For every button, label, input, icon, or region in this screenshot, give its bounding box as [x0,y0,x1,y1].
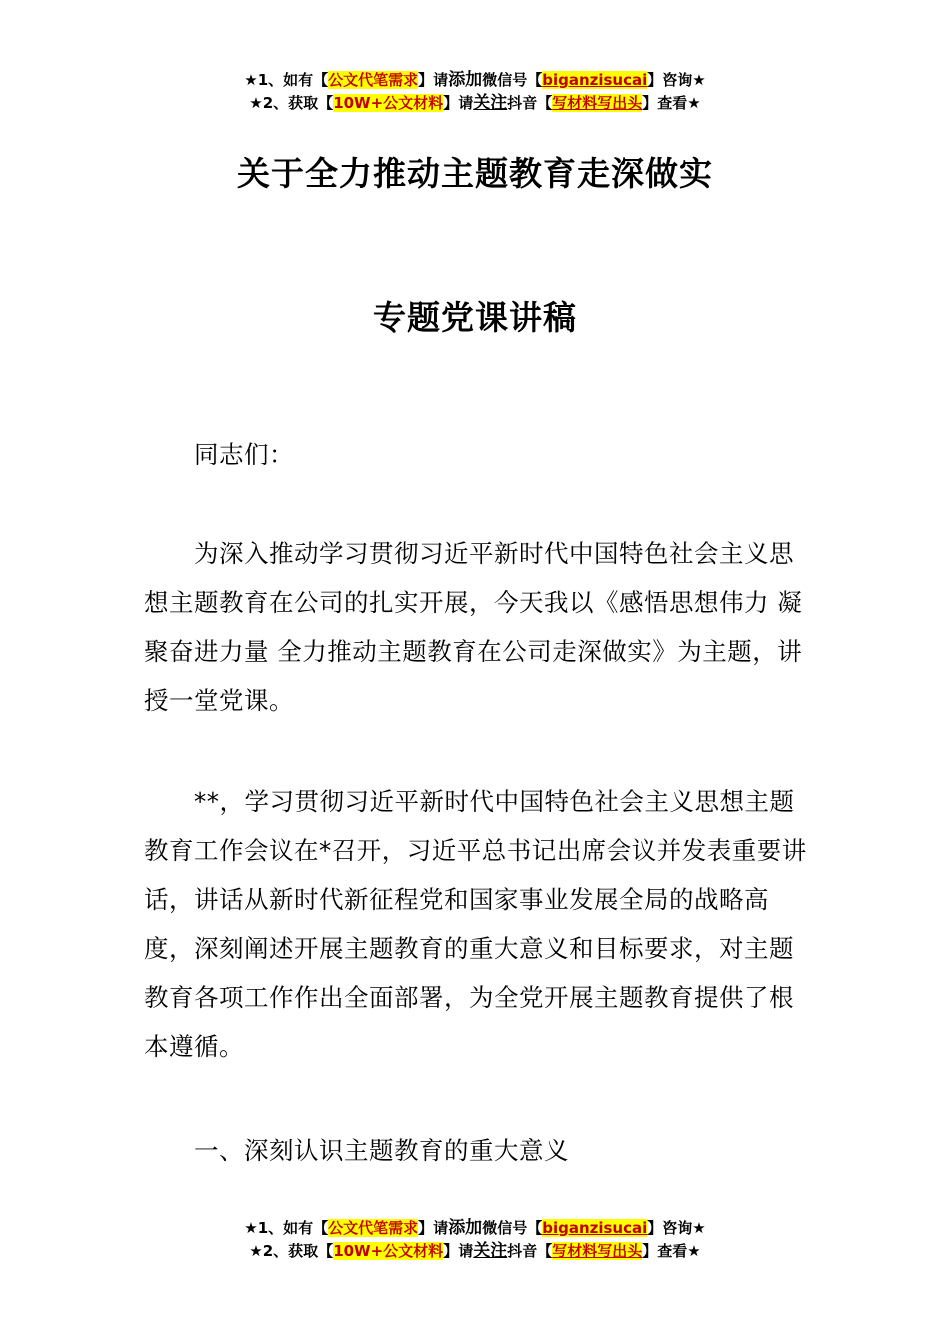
banner-text: 】请 [418,71,449,89]
banner-text: 抖音【 [507,94,553,112]
document-title-line-1: 关于全力推动主题教育走深做实 [237,154,713,193]
banner-text: 】请 [418,1219,449,1237]
banner-line-2 [0,92,950,115]
banner-text: 】咨询★ [647,1219,706,1237]
banner-text: 抖音【 [507,1242,553,1260]
salutation: 同志们： [194,440,294,469]
banner-line-2 [0,1240,950,1263]
banner-text: 】咨询★ [647,71,706,89]
banner-text: 】请 [443,94,474,112]
banner-text: 微信号【 [482,71,543,89]
follow-emphasis: 关注 [473,93,508,113]
paragraph-1: 为深入推动学习贯彻习近平新时代中国特色社会主义思想主题教育在公司的扎实开展，今天我以《感悟思想伟力 凝聚奋进力量 全力推动主题教育在公司走深做实》为主题，讲授一堂党课。 [144,539,803,715]
ghostwriting-highlight: 公文代笔需求 [328,1219,419,1237]
banner-text: ★1、如有【 [244,1219,329,1237]
paragraph-2: **，学习贯彻习近平新时代中国特色社会主义思想主题教育工作会议在*召开，习近平总书记出席会议并发表重要讲话，讲话从新时代新征程党和国家事业发展全局的战略高度，深刻阐述开展主题教育的重大意义和目标要求，对主题教育各项工作作出全面部署，为全党开展主题教育提供了根本遵循。 [144,787,807,1061]
bottom-banner [0,1217,950,1263]
banner-line-1 [0,1217,950,1240]
douyin-account-link[interactable]: 写材料写出头 [552,94,643,112]
douyin-account-link[interactable]: 写材料写出头 [552,1242,643,1260]
wechat-id-link[interactable]: biganzisucai [542,71,648,89]
section-heading-1: 一、深刻认识主题教育的重大意义 [194,1136,569,1165]
banner-text: ★1、如有【 [244,71,329,89]
add-emphasis: 添加 [448,1218,483,1238]
banner-text: ★2、获取【 [249,94,334,112]
banner-text: 微信号【 [482,1219,543,1237]
banner-line-1 [0,69,950,92]
ghostwriting-highlight: 公文代笔需求 [328,71,419,89]
banner-text: 】请 [443,1242,474,1260]
document-title-line-2: 专题党课讲稿 [373,298,577,337]
banner-text: ★2、获取【 [249,1242,334,1260]
materials-highlight: 10W+公文材料 [333,94,444,112]
wechat-id-link[interactable]: biganzisucai [542,1219,648,1237]
banner-text: 】查看★ [642,1242,701,1260]
materials-highlight: 10W+公文材料 [333,1242,444,1260]
banner-text: 】查看★ [642,94,701,112]
add-emphasis: 添加 [448,70,483,90]
follow-emphasis: 关注 [473,1241,508,1261]
top-banner [0,69,950,115]
